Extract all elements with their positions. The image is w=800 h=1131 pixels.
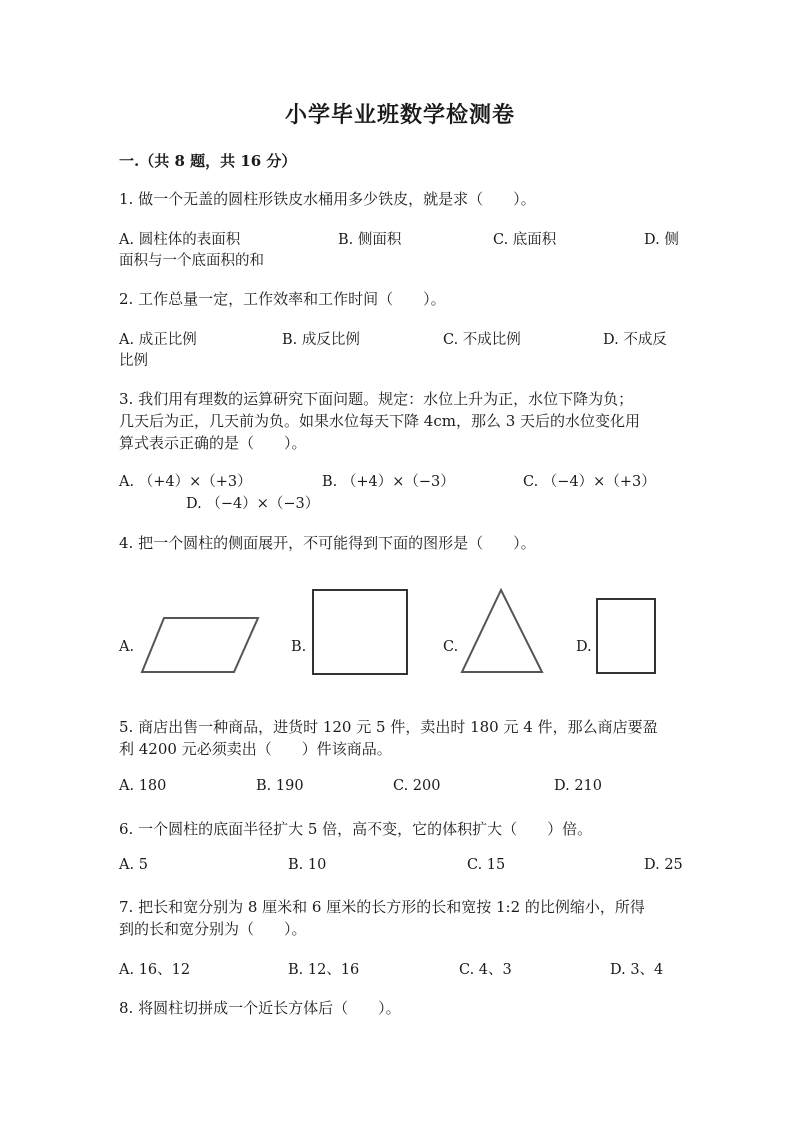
- parallelogram-figure: [138, 612, 263, 676]
- q1-option-d[interactable]: D. 侧: [644, 232, 679, 248]
- question-2-stem: 2. 工作总量一定，工作效率和工作时间（ ）。: [119, 290, 446, 308]
- question-3-stem-line-1: 3. 我们用有理数的运算研究下面问题。规定：水位上升为正，水位下降为负；: [119, 390, 634, 408]
- question-7-stem-line-2: 到的长和宽分别为（ ）。: [119, 920, 307, 938]
- q2-option-d[interactable]: D. 不成反: [603, 332, 667, 348]
- question-8-stem: 8. 将圆柱切拼成一个近长方体后（ ）。: [119, 999, 401, 1017]
- q7-option-d[interactable]: D. 3、4: [610, 962, 664, 978]
- question-5-stem-line-2: 利 4200 元必须卖出（ ）件该商品。: [119, 740, 392, 758]
- q3-option-a[interactable]: A. （+4）×（+3）: [119, 474, 252, 490]
- q3-option-c[interactable]: C. （−4）×（+3）: [523, 474, 656, 490]
- q4-option-b[interactable]: B.: [291, 639, 307, 655]
- question-3-stem-line-2: 几天后为正，几天前为负。如果水位每天下降 4cm，那么 3 天后的水位变化用: [119, 412, 641, 430]
- question-7-stem-line-1: 7. 把长和宽分别为 8 厘米和 6 厘米的长方形的长和宽按 1:2 的比例缩小，所得: [119, 898, 645, 916]
- q1-option-a[interactable]: A. 圆柱体的表面积: [119, 232, 241, 248]
- q3-option-b[interactable]: B. （+4）×（−3）: [322, 474, 455, 490]
- q6-option-d[interactable]: D. 25: [644, 857, 683, 873]
- q2-option-b[interactable]: B. 成反比例: [282, 332, 360, 348]
- q6-option-a[interactable]: A. 5: [119, 857, 148, 873]
- q4-option-c[interactable]: C.: [443, 639, 459, 655]
- section-heading: 一.（共 8 题，共 16 分）: [119, 152, 297, 170]
- q5-option-b[interactable]: B. 190: [256, 778, 304, 794]
- page-title: 小学毕业班数学检测卷: [284, 102, 515, 128]
- q1-option-d-wrap: 面积与一个底面积的和: [119, 253, 264, 269]
- q6-option-c[interactable]: C. 15: [467, 857, 506, 873]
- question-4-stem: 4. 把一个圆柱的侧面展开，不可能得到下面的图形是（ ）。: [119, 534, 536, 552]
- square-figure: [310, 588, 410, 676]
- q5-option-d[interactable]: D. 210: [554, 778, 603, 794]
- q1-option-b[interactable]: B. 侧面积: [338, 232, 402, 248]
- q2-option-a[interactable]: A. 成正比例: [119, 332, 197, 348]
- q6-option-b[interactable]: B. 10: [288, 857, 327, 873]
- question-3-stem-line-3: 算式表示正确的是（ ）。: [119, 434, 307, 452]
- q2-option-d-wrap: 比例: [119, 353, 148, 369]
- triangle-figure: [458, 586, 546, 676]
- rectangle-figure: [595, 597, 657, 675]
- q2-option-c[interactable]: C. 不成比例: [443, 332, 521, 348]
- q1-option-c[interactable]: C. 底面积: [493, 232, 557, 248]
- q7-option-a[interactable]: A. 16、12: [119, 962, 191, 978]
- q4-option-d[interactable]: D.: [576, 639, 592, 655]
- question-1-stem: 1. 做一个无盖的圆柱形铁皮水桶用多少铁皮，就是求（ ）。: [119, 190, 536, 208]
- q7-option-c[interactable]: C. 4、3: [459, 962, 512, 978]
- question-6-stem: 6. 一个圆柱的底面半径扩大 5 倍，高不变，它的体积扩大（ ）倍。: [119, 820, 593, 838]
- q4-option-a[interactable]: A.: [119, 639, 135, 655]
- question-5-stem-line-1: 5. 商店出售一种商品，进货时 120 元 5 件，卖出时 180 元 4 件，那么商店要盈: [119, 718, 658, 736]
- q7-option-b[interactable]: B. 12、16: [288, 962, 360, 978]
- q5-option-c[interactable]: C. 200: [393, 778, 441, 794]
- q3-option-d[interactable]: D. （−4）×（−3）: [186, 496, 320, 512]
- q5-option-a[interactable]: A. 180: [119, 778, 167, 794]
